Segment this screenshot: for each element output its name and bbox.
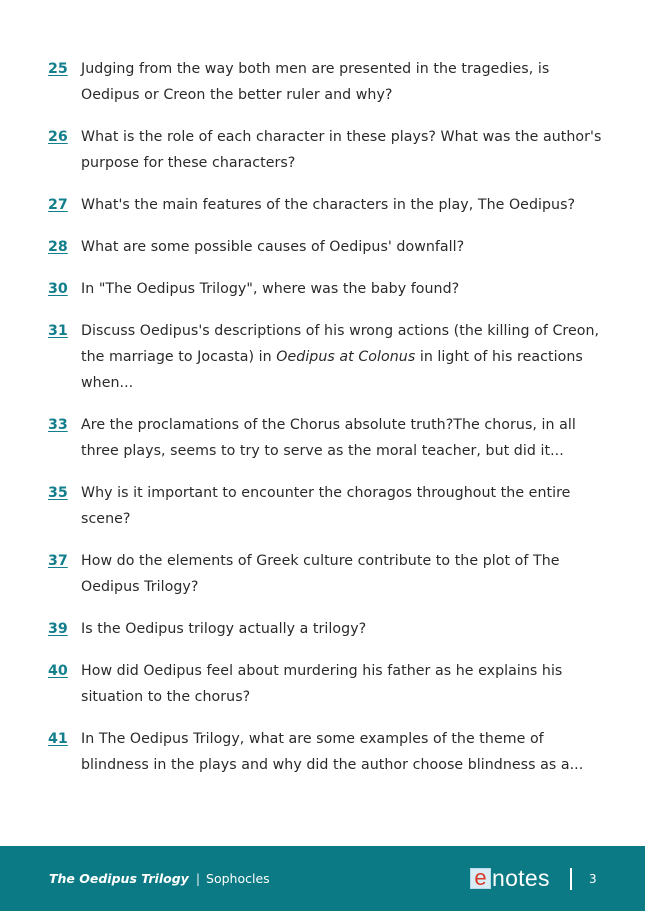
- footer-divider: [570, 868, 572, 890]
- question-text: Judging from the way both men are presented in the tragedies, is Oedipus or Creon the better ruler and why?: [81, 61, 550, 103]
- question-text-part: Discuss Oedipus's descriptions of his wrong actions (the killing of Creon, the marriage to Jocasta) in: [81, 323, 600, 365]
- question-text: What are some possible causes of Oedipus' downfall?: [81, 239, 465, 255]
- question-text: In "The Oedipus Trilogy", where was the baby found?: [81, 281, 460, 297]
- book-author: Sophocles: [206, 871, 270, 886]
- question-item: [48, 276, 608, 302]
- question-item: [48, 124, 608, 176]
- question-text: Is the Oedipus trilogy actually a trilogy?: [81, 621, 367, 637]
- question-number-link[interactable]: 41: [48, 731, 68, 747]
- question-number-link[interactable]: 33: [48, 417, 68, 433]
- question-number-link[interactable]: 27: [48, 197, 68, 213]
- footer-separator: |: [195, 871, 201, 886]
- question-text: Why is it important to encounter the choragos throughout the entire scene?: [81, 485, 571, 527]
- question-item: [48, 548, 608, 600]
- question-text: How did Oedipus feel about murdering his father as he explains his situation to the chorus?: [81, 663, 563, 705]
- question-number-link[interactable]: 25: [48, 61, 68, 77]
- question-item: [48, 318, 608, 396]
- question-item: [48, 234, 608, 260]
- page-footer: [0, 846, 645, 911]
- logo-e-icon: e: [470, 868, 491, 889]
- enotes-logo: [470, 866, 550, 890]
- footer-book-info: [49, 871, 270, 886]
- question-number-link[interactable]: 30: [48, 281, 68, 297]
- work-title-italic: Oedipus at Colonus: [276, 349, 416, 365]
- question-text: What is the role of each character in these plays? What was the author's purpose for these characters?: [81, 129, 602, 171]
- question-number-link[interactable]: 39: [48, 621, 68, 637]
- question-text-part: in light of his reactions when...: [81, 349, 583, 391]
- question-number-link[interactable]: 40: [48, 663, 68, 679]
- question-number-link[interactable]: 26: [48, 129, 68, 145]
- question-item: [48, 726, 608, 778]
- question-list: [48, 56, 608, 794]
- question-number-link[interactable]: 37: [48, 553, 68, 569]
- question-item: [48, 616, 608, 642]
- question-item: [48, 658, 608, 710]
- question-text: [81, 318, 608, 396]
- question-item: [48, 412, 608, 464]
- question-number-link[interactable]: 31: [48, 323, 68, 339]
- question-item: [48, 192, 608, 218]
- question-number-link[interactable]: 35: [48, 485, 68, 501]
- question-item: [48, 56, 608, 108]
- question-number-link[interactable]: 28: [48, 239, 68, 255]
- question-text: Are the proclamations of the Chorus absolute truth?The chorus, in all three plays, seems to try to serve as the moral teacher, but did it...: [81, 417, 576, 459]
- question-text: What's the main features of the characters in the play, The Oedipus?: [81, 197, 576, 213]
- question-text: In The Oedipus Trilogy, what are some examples of the theme of blindness in the plays and why did the author choose blindness as a...: [81, 731, 584, 773]
- question-item: [48, 480, 608, 532]
- page-number: 3: [589, 872, 597, 886]
- book-title: The Oedipus Trilogy: [49, 871, 189, 886]
- question-text: How do the elements of Greek culture contribute to the plot of The Oedipus Trilogy?: [81, 553, 560, 595]
- logo-wordmark: notes: [492, 864, 550, 891]
